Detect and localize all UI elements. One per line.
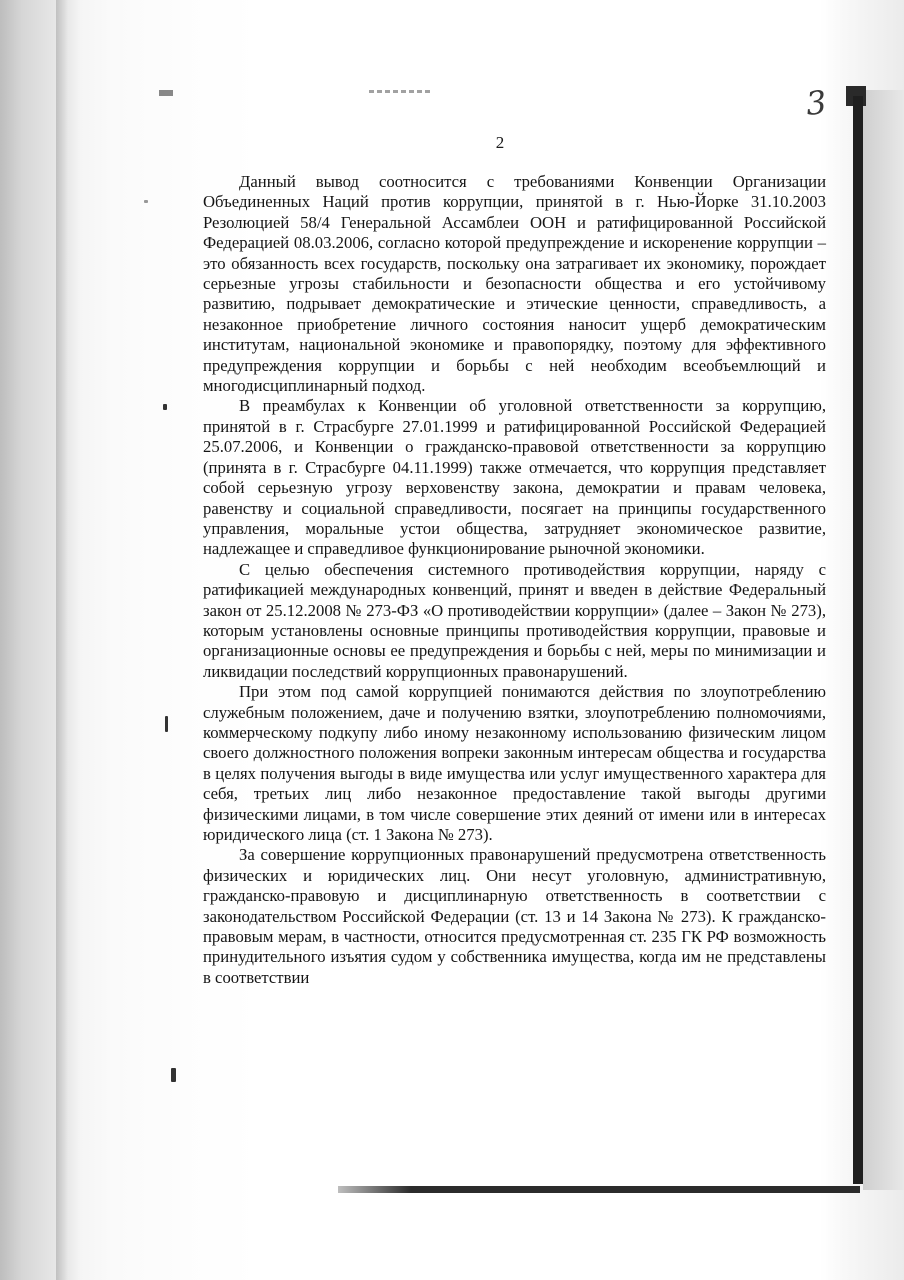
document-body	[203, 172, 826, 988]
paragraph-federal-law: С целью обеспечения системного противодействия коррупции, наряду с ратификацией международных конвенций, принят и введен в действие Федеральный закон от 25.12.2008 № 273-ФЗ «О противодействии коррупции» (далее – Закон № 273), которым установлены основные принципы противодействия коррупции, правовые и организационные основы ее предупреждения и борьбы с ней, меры по минимизации и ликвидации последствий коррупционных правонарушений.	[203, 559, 826, 681]
paragraph-strasbourg-conventions: В преамбулах к Конвенции об уголовной ответственности за коррупцию, принятой в г. Страсбурге 27.01.1999 и ратифицированной Российской Федерацией 25.07.2006, и Конвенции о гражданско-правовой ответственности за коррупцию (принята в г. Страсбурге 04.11.1999) также отмечается, что коррупция представляет собой серьезную угрозу верховенству закона, демократии и правам человека, равенству и социальной справедливости, посягает на принципы государственного управления, моральные устои общества, затрудняет экономическое развитие, надлежащее и справедливое функционирование рыночной экономики.	[203, 396, 826, 559]
margin-speck	[144, 200, 148, 203]
right-edge-shade	[863, 90, 904, 1190]
binding-shadow	[56, 0, 80, 1280]
margin-speck	[163, 404, 167, 410]
margin-speck	[165, 716, 168, 732]
scan-artifact-corner	[159, 90, 173, 96]
right-edge-border	[853, 96, 863, 1184]
paragraph-liability: За совершение коррупционных правонарушений предусмотрена ответственность физических и юридических лиц. Они несут уголовную, административную, гражданско-правовую и дисциплинарную ответственность в соответствии с законодательством Российской Федерации (ст. 13 и 14 Закона № 273). К гражданско-правовым мерам, в частности, относится предусмотренная ст. 235 ГК РФ возможность принудительного изъятия судом у собственника имущества, когда им не представлены в соответствии	[203, 845, 826, 987]
page-number: 2	[495, 133, 505, 152]
bottom-edge-border	[338, 1186, 860, 1193]
paragraph-un-convention: Данный вывод соотносится с требованиями Конвенции Организации Объединенных Наций против коррупции, принятой в г. Нью-Йорке 31.10.2003 Резолюцией 58/4 Генеральной Ассамблеи ООН и ратифицированной Российской Федерацией 08.03.2006, согласно которой предупреждение и искоренение коррупции – это обязанность всех государств, поскольку она затрагивает их экономику, порождает серьезные угрозы стабильности и безопасности общества и его устойчивому развитию, подрывает демократические и этические ценности, справедливость, а незаконное приобретение личного состояния наносит ущерб демократическим институтам, национальной экономике и правопорядку, поэтому для эффективного предупреждения коррупции и борьбы с ней необходим всеобъемлющий и многодисциплинарный подход.	[203, 172, 826, 396]
paragraph-corruption-definition: При этом под самой коррупцией понимаются действия по злоупотреблению служебным положением, даче и получению взятки, злоупотреблению полномочиями, коммерческому подкупу либо иному незаконному использованию физическим лицом своего должностного положения вопреки законным интересам общества и государства в целях получения выгоды в виде имущества или услуг имущественного характера для себя, третьих лиц либо незаконное предоставление такой выгоды другими физическими лицами, в том числе совершение этих деяний от имени или в интересах юридического лица (ст. 1 Закона № 273).	[203, 682, 826, 844]
scan-artifact-top	[369, 90, 433, 93]
margin-speck	[171, 1068, 176, 1082]
handwritten-page-number: 3	[804, 83, 829, 123]
